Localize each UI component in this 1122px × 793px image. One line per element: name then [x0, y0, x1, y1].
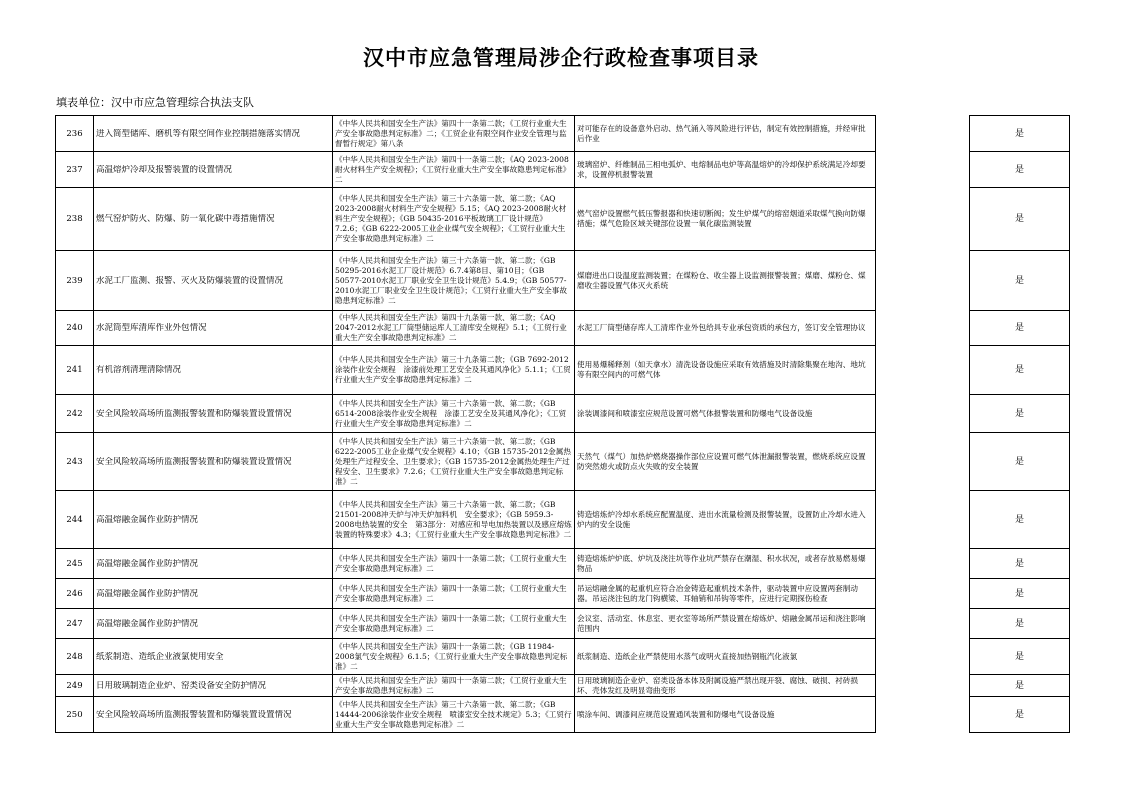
row-content: 喷涂车间、调漆间应规范设置通风装置和防爆电气设备设施: [577, 709, 775, 719]
flag-row: [970, 579, 1070, 609]
row-content: 水泥工厂筒型储存库人工清库作业外包给具专业承包资质的承包方，签订安全管理协议: [577, 323, 866, 332]
row-content: 纸浆制造、造纸企业严禁使用水蒸气或明火直接加热钢瓶汽化液氯: [577, 651, 798, 661]
flag-row: [970, 491, 1070, 549]
row-content: 天然气（煤气）加热炉燃烧器操作部位应设置可燃气体泄漏报警装置，燃烧系统应设置防突然熄火或防点火失败的安全装置: [577, 451, 866, 471]
row-flag: 是: [970, 697, 1070, 733]
row-flag: 是: [970, 395, 1070, 433]
row-content: 使用易爆稀释剂（如天拿水）清洗设备设施应采取有效措施及时清除集聚在地沟、地坑等有限空间内的可燃气体: [577, 360, 866, 379]
row-number: 236: [66, 128, 83, 139]
row-flag: 是: [970, 152, 1070, 188]
table-row: [56, 346, 876, 395]
row-number: 241: [66, 365, 83, 375]
row-item: 安全风险较高场所监测报警装置和防爆装置设置情况: [96, 456, 292, 467]
row-number: 249: [66, 680, 83, 691]
row-flag: 是: [970, 188, 1070, 251]
row-item: 安全风险较高场所监测报警装置和防爆装置设置情况: [96, 408, 292, 419]
table-row: [56, 251, 876, 311]
row-item: 高温熔融金属作业防护情况: [96, 618, 199, 629]
row-flag: 是: [970, 609, 1070, 639]
row-number: 250: [66, 709, 83, 720]
row-item: 水泥工厂监测、报警、灭火及防爆装置的设置情况: [96, 275, 284, 286]
row-flag: 是: [970, 549, 1070, 579]
row-number: 245: [66, 558, 83, 569]
page-title: 汉中市应急管理局涉企行政检查事项目录: [363, 45, 759, 70]
row-item: 燃气窑炉防火、防爆、防一氧化碳中毒措施情况: [96, 214, 275, 224]
row-basis: 《中华人民共和国安全生产法》第三十六条第一款、第二款；《GB 6514-2008涂装作业安全规程 涂漆工艺安全及其通风净化》；《工贸行业重大生产安全事故隐患判定标准》二: [335, 398, 567, 428]
row-number: 242: [66, 408, 83, 419]
flag-row: [970, 639, 1070, 675]
row-flag: 是: [970, 433, 1070, 491]
row-item: 有机溶剂清理清除情况: [96, 365, 182, 375]
flag-row: [970, 116, 1070, 152]
row-basis: 《中华人民共和国安全生产法》第三十六条第一款、第二款；《GB 14444-2006涂装作业安全规程 喷漆室安全技术规定》5.3；《工贸行业重大生产安全事故隐患判定标准》二: [335, 699, 572, 729]
row-content: 燃气窑炉设置燃气低压警报器和快速切断阀；发生炉煤气的熔窑烟道采取煤气换向防爆措施；煤气危险区域关键部位设置一氧化碳监测装置: [577, 209, 866, 228]
table-row: [56, 609, 876, 639]
row-basis: 《中华人民共和国安全生产法》第三十六条第一款、第二款；《GB 21501-2008冲天炉与冲天炉加料机 安全要求》；《GB 5959.3-2008电热装置的安全 第3部分：对感应和导电加热装置以及感应熔炼装置的特殊要求》4.3；《工贸行业重大生产安全事故隐患判定标准》二: [335, 499, 572, 539]
table-row: [56, 188, 876, 251]
flag-row: [970, 152, 1070, 188]
row-flag: 是: [970, 346, 1070, 395]
row-number: 238: [66, 214, 83, 224]
row-item: 高温熔融金属作业防护情况: [96, 514, 199, 525]
row-item: 安全风险较高场所监测报警装置和防爆装置设置情况: [96, 709, 292, 720]
row-item: 纸浆制造、造纸企业液氯使用安全: [96, 651, 224, 662]
row-item: 水泥筒型库清库作业外包情况: [96, 323, 207, 333]
flag-row: [970, 697, 1070, 733]
row-content: 铸造熔炼炉冷却水系统应配置温度、进出水流量检测及报警装置，设置防止冷却水进入炉内的安全设施: [577, 509, 866, 529]
row-content: 会议室、活动室、休息室、更衣室等场所严禁设置在熔炼炉、熔融金属吊运和浇注影响范围内: [577, 613, 866, 633]
row-basis: 《中华人民共和国安全生产法》第四十九条第一款、第二款；《AQ 2047-2012水泥工厂筒型储运库人工清库安全规程》5.1；《工贸行业重大生产安全事故隐患判定标准》二: [335, 313, 567, 342]
row-content: 玻璃窑炉、纤维制品三相电弧炉、电熔制品电炉等高温熔炉的冷却保护系统满足冷却要求，设置停机报警装置: [577, 159, 866, 179]
row-flag: 是: [970, 491, 1070, 549]
flag-row: [970, 311, 1070, 346]
row-item: 日用玻璃制造企业炉、窑类设备安全防护情况: [96, 680, 267, 691]
row-basis: 《中华人民共和国安全生产法》第四十一条第二款；《AQ 2023-2008耐火材料生产安全规程》；《工贸行业重大生产安全事故隐患判定标准》二: [335, 154, 571, 184]
table-row: [56, 116, 876, 152]
row-content: 吊运熔融金属的起重机应符合冶金铸造起重机技术条件，驱动装置中应设置两套制动器。吊运浇注包的龙门钩横梁、耳轴销和吊钩等零件，应进行定期探伤检查: [577, 583, 858, 603]
row-number: 240: [66, 323, 83, 333]
row-number: 247: [66, 618, 83, 629]
row-basis: 《中华人民共和国安全生产法》第三十九条第二款；《GB 7692-2012涂装作业安全规程 涂漆前处理工艺安全及其通风净化》5.1.1；《工贸行业重大生产安全事故隐患判定标准》二: [335, 355, 571, 384]
row-basis: 《中华人民共和国安全生产法》第四十一条第二款；《工贸行业重大生产安全事故隐患判定标准》二；《工贸企业有限空间作业安全管理与监督暂行规定》第八条: [335, 118, 567, 148]
flag-row: [970, 188, 1070, 251]
row-basis: 《中华人民共和国安全生产法》第四十一条第二款；《工贸行业重大生产安全事故隐患判定标准》二: [335, 613, 567, 633]
table-row: [56, 675, 876, 697]
row-content: 日用玻璃制造企业炉、窑类设备本体及附属设施严禁出现开裂、腐蚀、破损、衬砖损坏、壳体发红及明显弯曲变形: [577, 675, 858, 695]
flag-row: [970, 433, 1070, 491]
row-number: 248: [66, 651, 83, 662]
table-row: [56, 579, 876, 609]
row-flag: 是: [970, 116, 1070, 152]
row-basis: 《中华人民共和国安全生产法》第四十一条第二款；《工贸行业重大生产安全事故隐患判定标准》二: [335, 553, 567, 573]
row-flag: 是: [970, 639, 1070, 675]
flag-column-table: [969, 115, 1070, 733]
flag-row: [970, 395, 1070, 433]
row-item: 高温熔融金属作业防护情况: [96, 558, 199, 569]
row-content: 对可能存在的设备意外启动、热气涌入等风险进行评估，制定有效控制措施，并经审批后作业: [577, 123, 866, 143]
row-flag: 是: [970, 675, 1070, 697]
row-content: 涂装调漆间和喷漆室应规范设置可燃气体报警装置和防爆电气设备设施: [577, 408, 813, 418]
row-basis: 《中华人民共和国安全生产法》第三十六条第一款、第二款；《AQ 2023-2008耐火材料生产安全规程》5.15；《AQ 2023-2008耐火材料生产安全规程》；《GB 50435-2016平板玻璃工厂设计规范》7.2.6；《GB 6222-2005工业企业煤气安全规程》；《工贸行业重大生产安全事故隐患判定标准》二: [335, 194, 567, 243]
row-basis: 《中华人民共和国安全生产法》第三十六条第一款、第二款；《GB 6222-2005工业企业煤气安全规程》4.10；《GB 15735-2012金属热处理生产过程安全、卫生要求》；《GB 15735-2012金属热处理生产过程安全、卫生要求》7.2.6；《工贸行业重大生产安全事故隐患判定标准》二: [335, 436, 571, 486]
row-number: 246: [66, 588, 83, 599]
flag-row: [970, 675, 1070, 697]
row-item: 高温熔炉冷却及报警装置的设置情况: [96, 164, 233, 175]
row-basis: 《中华人民共和国安全生产法》第四十一条第二款；《GB 11984-2008氯气安全规程》6.1.5；《工贸行业重大生产安全事故隐患判定标准》二: [335, 641, 568, 671]
table-row: [56, 549, 876, 579]
row-content: 铸造熔炼炉炉底、炉坑及浇注坑等作业坑严禁存在潮湿、积水状况，或者存放易燃易爆物品: [577, 553, 866, 573]
flag-row: [970, 251, 1070, 311]
row-number: 239: [66, 275, 83, 286]
row-item: 高温熔融金属作业防护情况: [96, 588, 199, 599]
row-item: 进入简型储库、磨机等有限空间作业控制措施落实情况: [96, 128, 301, 139]
filling-unit: 填表单位：汉中市应急管理综合执法支队: [56, 96, 254, 109]
row-flag: 是: [970, 311, 1070, 346]
row-number: 244: [66, 514, 83, 525]
flag-row: [970, 609, 1070, 639]
row-number: 243: [66, 456, 83, 467]
table-row: [56, 697, 876, 733]
table-row: [56, 311, 876, 346]
flag-row: [970, 549, 1070, 579]
table-row: [56, 152, 876, 188]
row-basis: 《中华人民共和国安全生产法》第四十一条第二款；《工贸行业重大生产安全事故隐患判定标准》二: [335, 583, 567, 603]
table-row: [56, 491, 876, 549]
flag-row: [970, 346, 1070, 395]
row-number: 237: [66, 164, 83, 175]
row-basis: 《中华人民共和国安全生产法》第三十六条第一款、第二款；《GB 50295-2016水泥工厂设计规范》6.7.4第8目、第10目；《GB 50577-2010水泥工厂职业安全卫生设计规范》5.4.9；《GB 50577-2010水泥工厂职业安全卫生设计规范》；《工贸行业重大生产安全事故隐患判定标准》二: [335, 255, 567, 305]
row-content: 煤磨进出口设温度监测装置；在煤粉仓、收尘器上设监测报警装置；煤磨、煤粉仓、煤磨收尘器设置气体灭火系统: [577, 270, 866, 290]
table-row: [56, 639, 876, 675]
table-row: [56, 433, 876, 491]
row-basis: 《中华人民共和国安全生产法》第四十一条第二款；《工贸行业重大生产安全事故隐患判定标准》二: [335, 675, 567, 695]
inspection-table: [55, 115, 876, 733]
row-flag: 是: [970, 251, 1070, 311]
table-row: [56, 395, 876, 433]
row-flag: 是: [970, 579, 1070, 609]
